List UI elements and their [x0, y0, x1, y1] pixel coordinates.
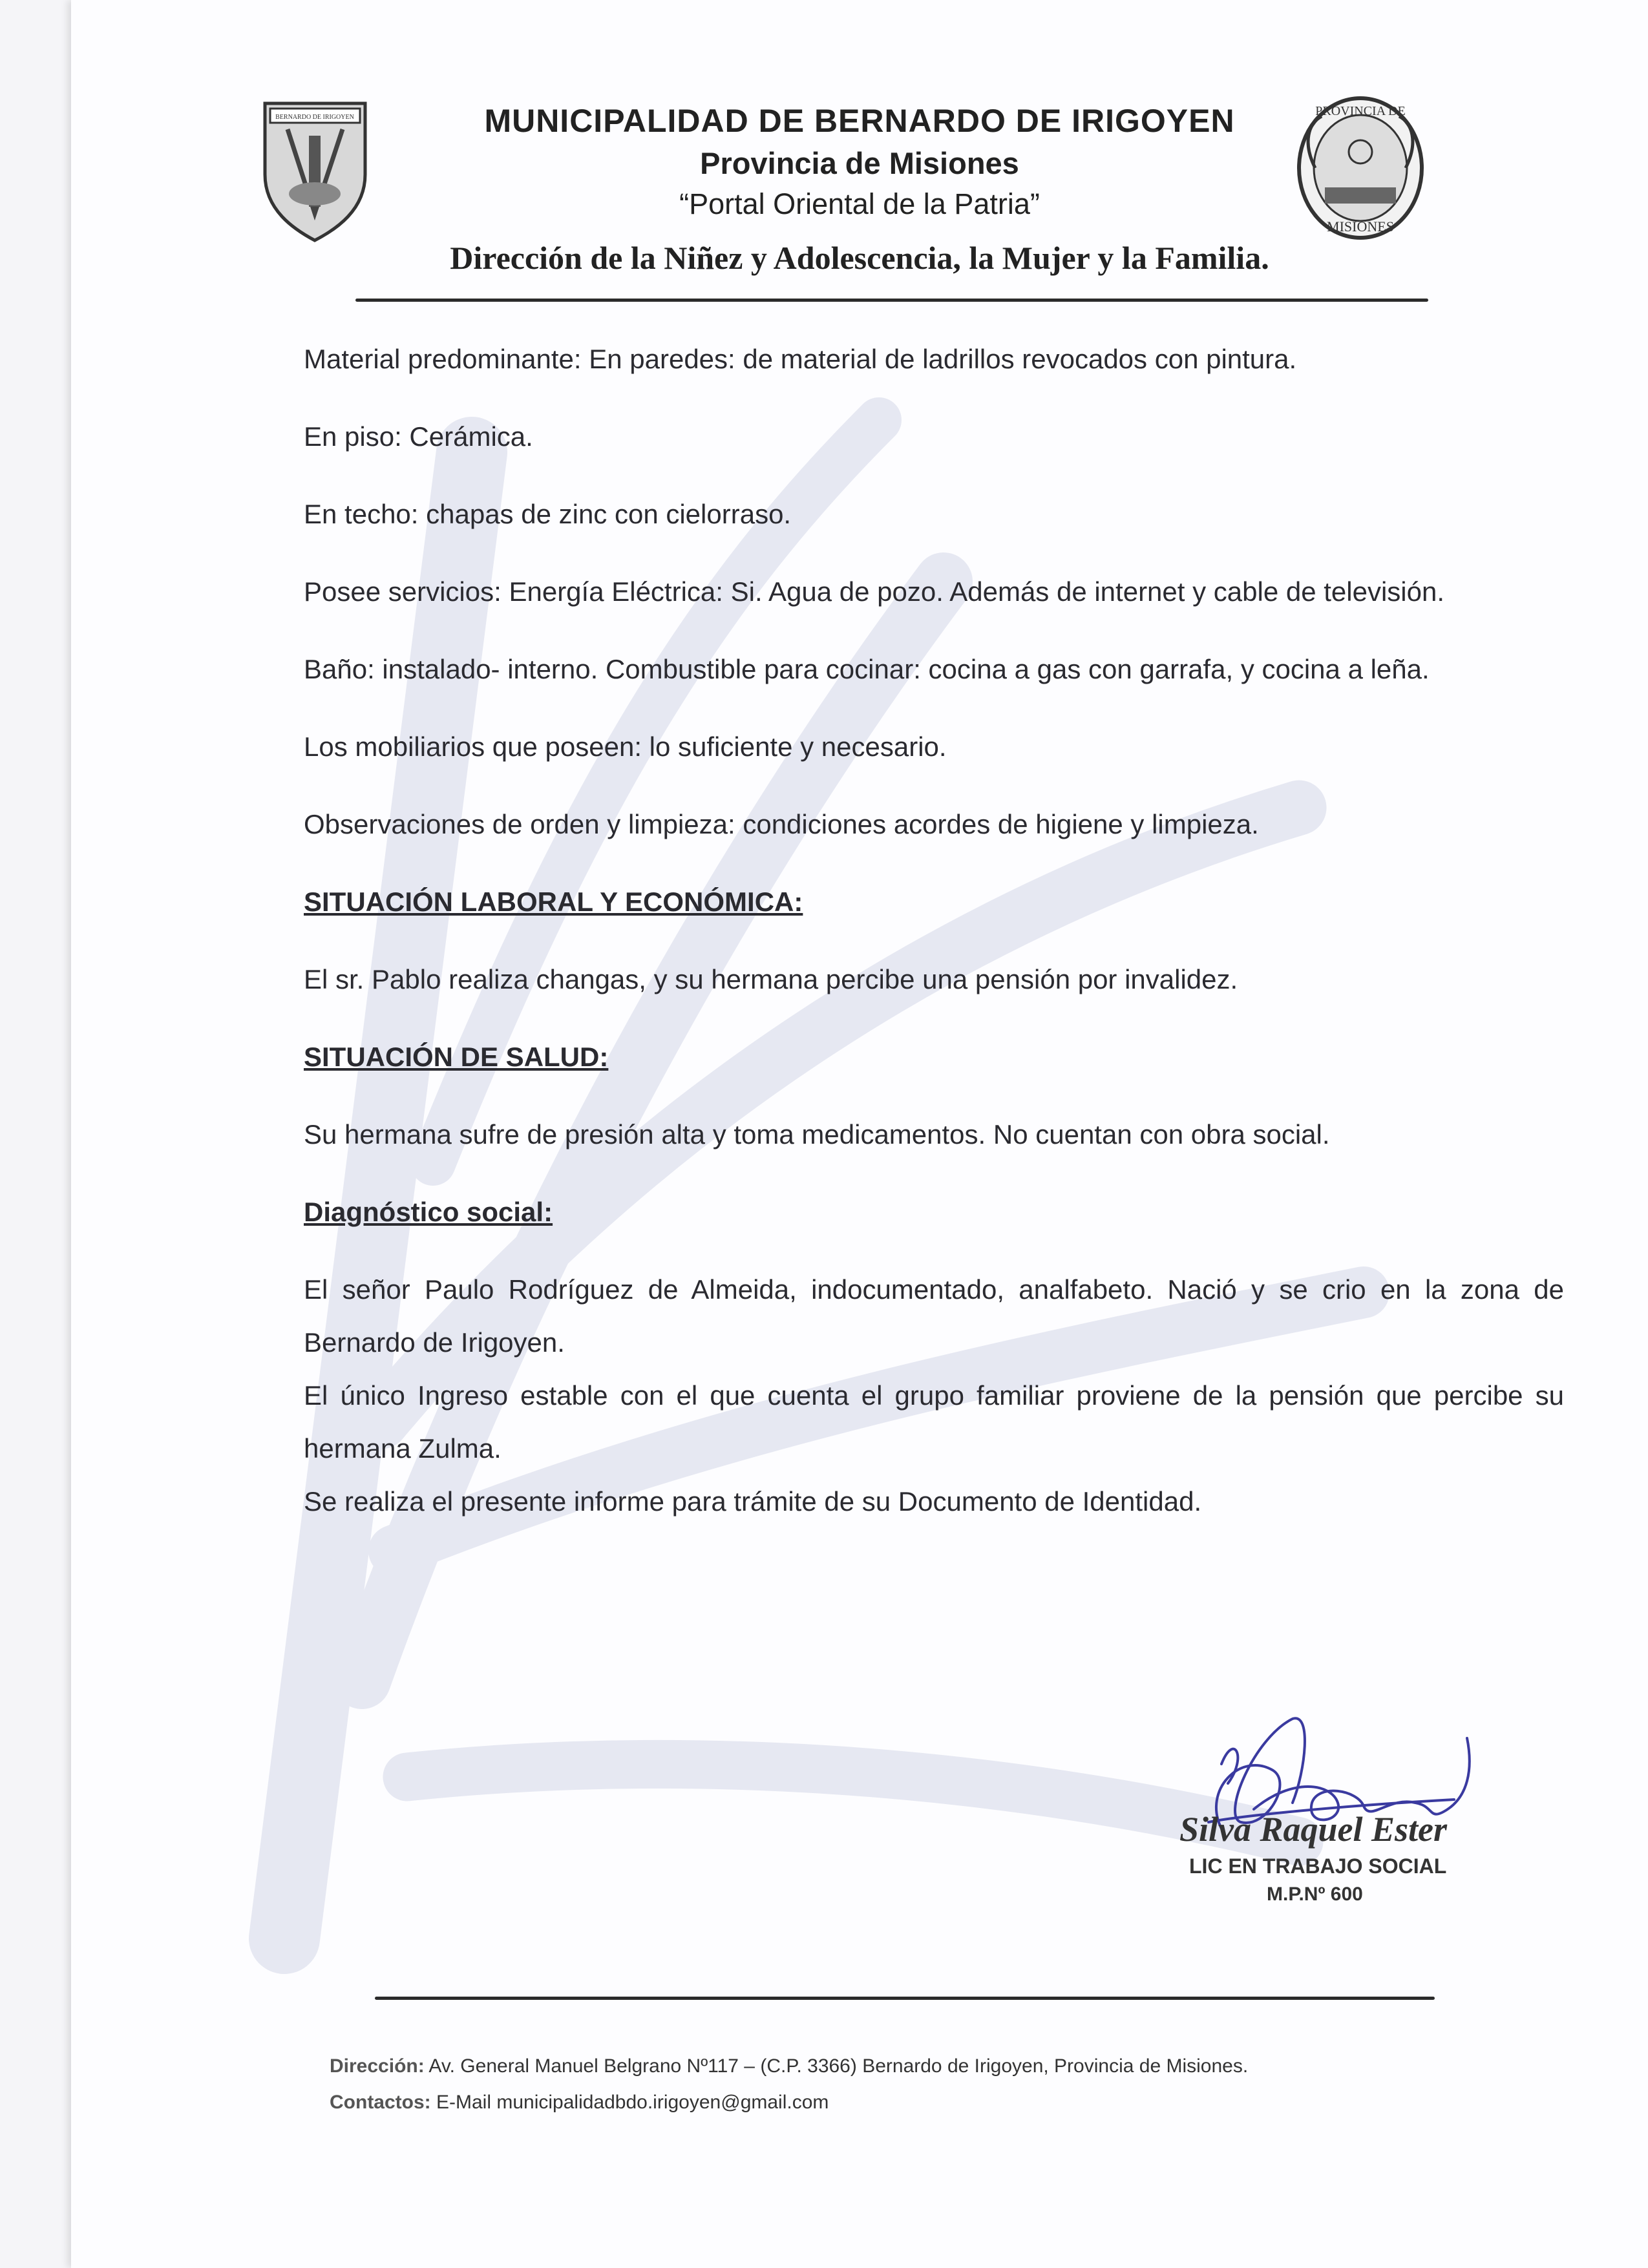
signature-name: Silva Raquel Ester — [1179, 1810, 1448, 1849]
floor-material: En piso: Cerámica. — [304, 421, 533, 452]
document-page — [71, 0, 1648, 2268]
services: Posee servicios: Energía Eléctrica: Si. Agua de pozo. Además de internet y cable de televisión. — [304, 576, 1445, 607]
section-heading-diagnosis: Diagnóstico social: — [304, 1197, 553, 1227]
address-label: Dirección: — [330, 2055, 425, 2077]
department-title: Dirección de la Niñez y Adolescencia, la Mujer y la Familia. — [450, 240, 1269, 276]
bathroom-fuel: Baño: instalado- interno. Combustible para cocinar: cocina a gas con garrafa, y cocina a leña. — [304, 654, 1430, 684]
letterhead — [71, 0, 1648, 310]
health-text: Su hermana sufre de presión alta y toma medicamentos. No cuentan con obra social. — [304, 1119, 1330, 1150]
address-text: Av. General Manuel Belgrano Nº117 – (C.P. 3366) Bernardo de Irigoyen, Provincia de Misiones. — [424, 2055, 1249, 2077]
order-cleanliness: Observaciones de orden y limpieza: condiciones acordes de higiene y limpieza. — [304, 809, 1259, 839]
signature-title: LIC EN TRABAJO SOCIAL — [1189, 1854, 1447, 1878]
motto: “Portal Oriental de la Patria” — [679, 187, 1040, 220]
seal-top-text: PROVINCIA DE — [1315, 104, 1406, 118]
provincial-seal-logo — [1289, 90, 1431, 246]
municipality-title: MUNICIPALIDAD DE BERNARDO DE IRIGOYEN — [484, 103, 1235, 139]
furniture: Los mobiliarios que poseen: lo suficiente y necesario. — [304, 731, 947, 762]
employment-text: El sr. Pablo realiza changas, y su hermana percibe una pensión por invalidez. — [304, 964, 1238, 994]
diagnosis-paragraph-1: El señor Paulo Rodríguez de Almeida, indocumentado, analfabeto. Nació y se crio en la zona de Bernardo de Irigoyen. — [304, 1274, 1564, 1358]
diagnosis-paragraph-3: Se realiza el presente informe para trámite de su Documento de Identidad. — [304, 1486, 1202, 1517]
report-body — [304, 333, 1564, 1528]
contact-label: Contactos: — [330, 2092, 431, 2113]
header-divider — [355, 299, 1428, 302]
contact-email: E-Mail municipalidadbdo.irigoyen@gmail.com — [430, 2092, 829, 2113]
roof-material: En techo: chapas de zinc con cielorraso. — [304, 499, 792, 529]
province-title: Provincia de Misiones — [700, 146, 1019, 180]
footer — [330, 2048, 1248, 2121]
shield-label: BERNARDO DE IRIGOYEN — [275, 114, 354, 121]
walls-material: Material predominante: En paredes: de material de ladrillos revocados con pintura. — [304, 344, 1297, 374]
signature-registration: M.P.Nº 600 — [1267, 1884, 1363, 1905]
diagnosis-paragraph-2: El único Ingreso estable con el que cuenta el grupo familiar proviene de la pensión que percibe su hermana Zulma. — [304, 1380, 1564, 1464]
section-heading-health: SITUACIÓN DE SALUD: — [304, 1042, 609, 1072]
footer-contact-line — [330, 2084, 1248, 2121]
seal-bottom-text: MISIONES — [1327, 218, 1394, 235]
footer-address-line — [330, 2048, 1248, 2084]
section-heading-employment: SITUACIÓN LABORAL Y ECONÓMICA: — [304, 887, 803, 917]
footer-divider — [375, 1997, 1435, 2000]
